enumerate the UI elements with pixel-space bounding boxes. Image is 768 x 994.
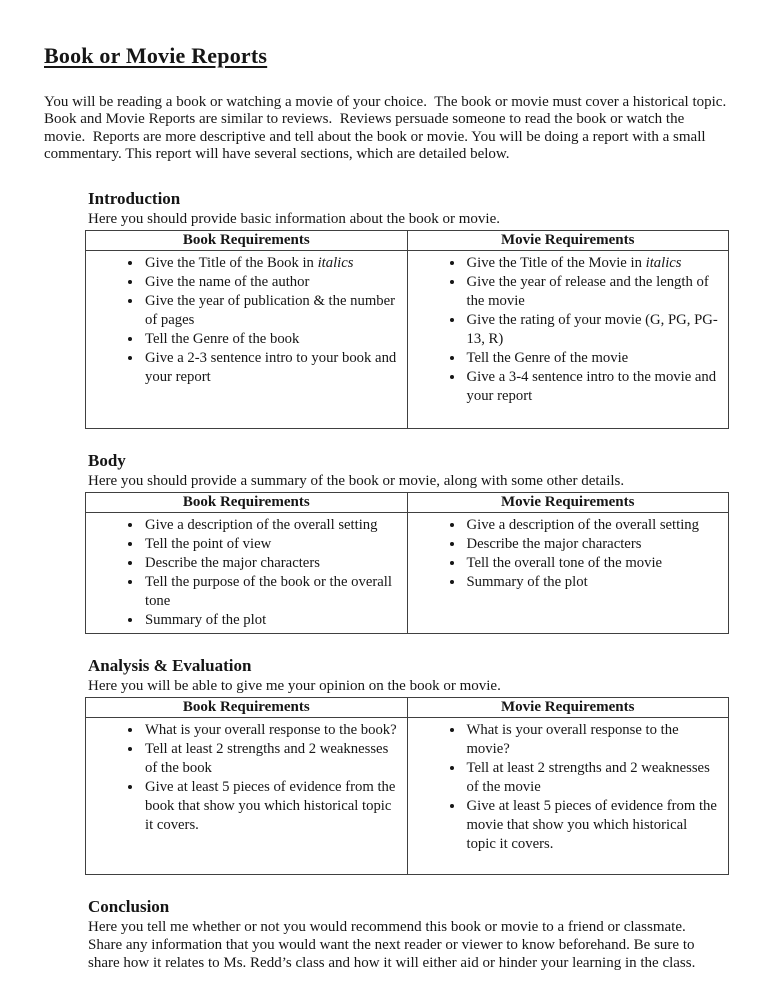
table-body-row [86,250,729,428]
requirement-item: • Give the year of publication & the number of pages [143,292,399,330]
requirement-item: • Tell the Genre of the movie [465,349,721,368]
body-description: Here you should provide a summary of the book or movie, along with some other details. [88,472,625,489]
book-requirements-cell [86,717,408,874]
body-requirements-table [85,492,729,634]
requirement-item: • Give a description of the overall setting [465,516,721,535]
book-requirements-cell [86,250,408,428]
requirement-item: • Tell at least 2 strengths and 2 weaknesses of the movie [465,759,721,797]
table-body-row [86,512,729,633]
requirement-item: • Tell the Genre of the book [143,330,399,349]
document-title: Book or Movie Reports [44,43,268,68]
book-requirements-cell [86,512,408,633]
body-heading: Body [88,450,126,470]
requirement-item: • What is your overall response to the book? [143,721,399,740]
requirement-item: • Give the year of release and the length of the movie [465,273,721,311]
requirement-item: • Give a description of the overall setting [143,516,399,535]
book-requirements-list [86,254,399,387]
conclusion-section [88,895,730,972]
table-body-row [86,717,729,874]
intro-paragraph: You will be reading a book or watching a movie of your choice. The book or movie must cover a historical topic. Book and Movie Reports are similar to reviews. Reviews persuade someone to read the book or watch the movie. Reports are more descriptive and tell about the book or movie. You will be doing a report with a small commentary. This report will have several sections, which are detailed below. [44,94,730,163]
requirement-item: • Give at least 5 pieces of evidence from the movie that show you which historical topic it covers. [465,797,721,854]
introduction-section [88,187,730,429]
movie-requirements-list [408,516,721,592]
analysis-evaluation-heading: Analysis & Evaluation [88,655,252,675]
introduction-heading: Introduction [88,188,181,208]
book-requirements-header: Book Requirements [86,697,408,717]
analysis-evaluation-section [88,654,730,875]
requirement-item: • Give at least 5 pieces of evidence from the book that show you which historical topic it covers. [143,778,399,835]
movie-requirements-header: Movie Requirements [407,492,729,512]
book-requirements-header: Book Requirements [86,230,408,250]
requirement-item: • Give the rating of your movie (G, PG, PG-13, R) [465,311,721,349]
requirement-item: • Give a 3-4 sentence intro to the movie and your report [465,368,721,406]
movie-requirements-list [408,721,721,854]
requirement-item: • Describe the major characters [143,554,399,573]
requirement-item: • Give the Title of the Movie in italics [465,254,721,273]
requirement-item: • Tell the overall tone of the movie [465,554,721,573]
book-requirements-header: Book Requirements [86,492,408,512]
conclusion-paragraph: Here you tell me whether or not you would recommend this book or movie to a friend or classmate. Share any information that you would want the next reader or viewer to know beforehand. Be sure to share how it relates to Ms. Redd’s class and how it will either aid or hinder your learning in the class. [88,918,699,971]
movie-requirements-header: Movie Requirements [407,697,729,717]
movie-requirements-cell [407,512,729,633]
requirement-item: • Tell at least 2 strengths and 2 weaknesses of the book [143,740,399,778]
requirement-item: • Give the Title of the Book in italics [143,254,399,273]
requirement-item: • Give a 2-3 sentence intro to your book and your report [143,349,399,387]
movie-requirements-header: Movie Requirements [407,230,729,250]
requirement-item: • What is your overall response to the movie? [465,721,721,759]
requirement-item: • Tell the purpose of the book or the overall tone [143,573,399,611]
movie-requirements-cell [407,250,729,428]
movie-requirements-cell [407,717,729,874]
requirement-item: • Summary of the plot [465,573,721,592]
requirement-item: • Give the name of the author [143,273,399,292]
introduction-description: Here you should provide basic information about the book or movie. [88,210,500,227]
table-header-row [86,697,729,717]
table-header-row [86,492,729,512]
conclusion-heading: Conclusion [88,896,170,916]
book-requirements-list [86,516,399,630]
requirement-item: • Summary of the plot [143,611,399,630]
introduction-requirements-table [85,230,729,429]
analysis-evaluation-description: Here you will be able to give me your opinion on the book or movie. [88,677,501,694]
body-section [88,449,730,634]
movie-requirements-list [408,254,721,406]
analysis-requirements-table [85,697,729,875]
requirement-item: • Tell the point of view [143,535,399,554]
book-requirements-list [86,721,399,835]
table-header-row [86,230,729,250]
requirement-item: • Describe the major characters [465,535,721,554]
